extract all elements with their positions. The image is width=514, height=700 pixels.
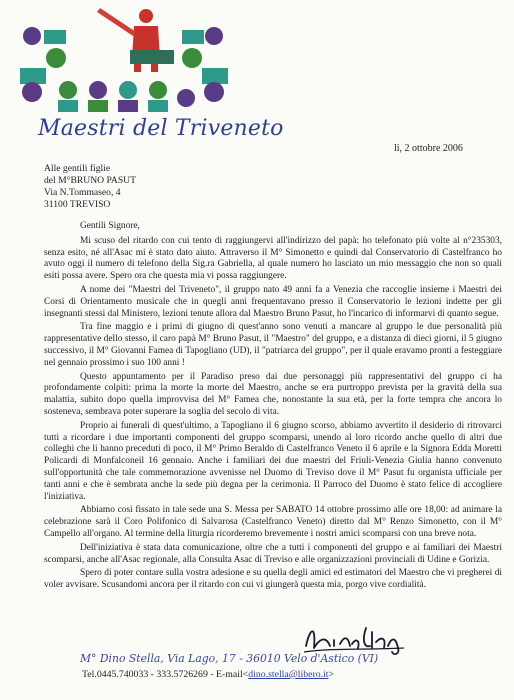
- paragraph: Spero di poter contare sulla vostra adesione e su quella degli amici ed estimatori del Maestro che vi pregherei di voler avvisare. Scusandomi ancora per il ritardo con cui vi giungerà questa mia, porgo vive cordialità.: [44, 568, 502, 591]
- students-bottom: [58, 81, 195, 112]
- recipient-address: [44, 163, 136, 211]
- email-link[interactable]: dino.stella@libero.it: [248, 669, 329, 680]
- paragraph: Mi scuso del ritardo con cui tento di raggiungervi all'indirizzo del papà: ho telefonato più volte al n°235303, senza esito, né all'Asac mi è stato dato aiuto. Attraverso il M° Simonetto e quindi dal Conservatorio di Castelfranco ho avuto oggi il numero di telefono della Sig.ra Gabriella, al quale numero ho lasciato un mio messaggio che non so quali esiti possa avere. Spero ora che questa mia vi possa raggiungere.: [44, 235, 502, 282]
- brand-title: Maestri del Triveneto: [38, 116, 284, 141]
- maestri-logo-graphic: [14, 6, 234, 114]
- paragraph: A nome dei "Maestri del Triveneto", il gruppo nato 49 anni fa a Venezia che raccoglie insieme i Maestri dei Corsi di Orientamento musicale che in quegli anni frequentavano presso il Conservatorio le lezioni indette per gli insegnanti stessi dal Ministero, lezioni tenute allora dal Maestro Bruno Pasut, ho l'incarico di informarvi di quanto segue.: [44, 284, 502, 319]
- paragraph: Abbiamo così fissato in tale sede una S. Messa per SABATO 14 ottobre prossimo alle ore 18,00: ad animare la celebrazione sarà il Coro Polifonico di Salvarosa (Castelfranco Veneto) diretto dal M° Renzo Simonetto, con il M° Campello all'organo. Al termine della liturgia ricorderemo brevemente i nostri amici scomparsi con una breve nota.: [44, 505, 502, 539]
- desk: [130, 50, 174, 64]
- footer-contact: [82, 669, 334, 680]
- address-line: Via N.Tommaseo, 4: [44, 187, 121, 198]
- letter-date: li, 2 ottobre 2006: [394, 143, 463, 154]
- address-line: del M°BRUNO PASUT: [44, 175, 136, 186]
- footer-phone: Tel.0445.740033 - 333.5726269 - E-mail<: [82, 669, 249, 680]
- paragraph: Proprio ai funerali di quest'ultimo, a Tapogliano il 6 giugno scorso, abbiamo avvertito il desiderio di ritrovarci tutti a ricordare i due importanti componenti del gruppo scomparsi, unendo al loro ricordo anche quello di altri due colleghi che li hanno preceduti di poco, il M° Primo Beraldo di Castelfranco Veneto il 6 aprile e la Signora Edda Moretti Policardi di Monfalconeil 16 gennaio. Anche i familiari dei due maestri del Friuli-Venezia Giulia hanno convenuto sull'opportunità che tale commemorazione avvenisse nel Duomo di Treviso dove il M° Pasut fu organista ufficiale per tanti anni e che è sembrata anche la sede più degna per la cerimonia. Il Parroco del Duomo è stato felice di accogliere l'iniziativa.: [44, 420, 502, 502]
- footer-address: M° Dino Stella, Via Lago, 17 - 36010 Velo d'Astico (VI): [80, 652, 379, 665]
- salutation: Gentili Signore,: [80, 221, 140, 231]
- letter-body: [44, 221, 502, 594]
- paragraph: Questo appuntamento per il Paradiso preso dai due personaggi più rappresentativi del gruppo ci ha profondamente colpiti: prima la morte la morte del Maestro, anche se era purtroppo prevista per la gravità della sua malattia, subito dopo quella improvvisa del M° Famea che, nonostante la sua età, per la forte tempra che ancora lo sosteneva, sembrava poter superare la soglia del secolo di vita.: [44, 371, 502, 417]
- footer-email-close: >: [328, 669, 335, 680]
- address-line: Alle gentili figlie: [44, 163, 111, 174]
- paragraph: Dell'iniziativa è stata data comunicazione, oltre che a tutti i componenti del gruppo e ai familiari dei Maestri scomparsi, anche all'Asac regionale, alla Consulta Asac di Treviso e alle organizzazioni provinciali di Udine e Gorizia.: [44, 542, 502, 565]
- paragraph: Tra fine maggio e i primi di giugno di quest'anno sono venuti a mancare al gruppo le due personalità più rappresentative dello stesso, il caro papà M° Bruno Pasut, il "Maestro" del gruppo, e a distanza di dieci giorni, il 5 giugno successivo, il M° Giovanni Famea di Tapogliano (UD), il "patriarca del gruppo", per il quale eravamo pronti a festeggiare nel gennaio prossimo i suo 100 anni !: [44, 322, 502, 368]
- address-line: 31100 TREVISO: [44, 199, 111, 210]
